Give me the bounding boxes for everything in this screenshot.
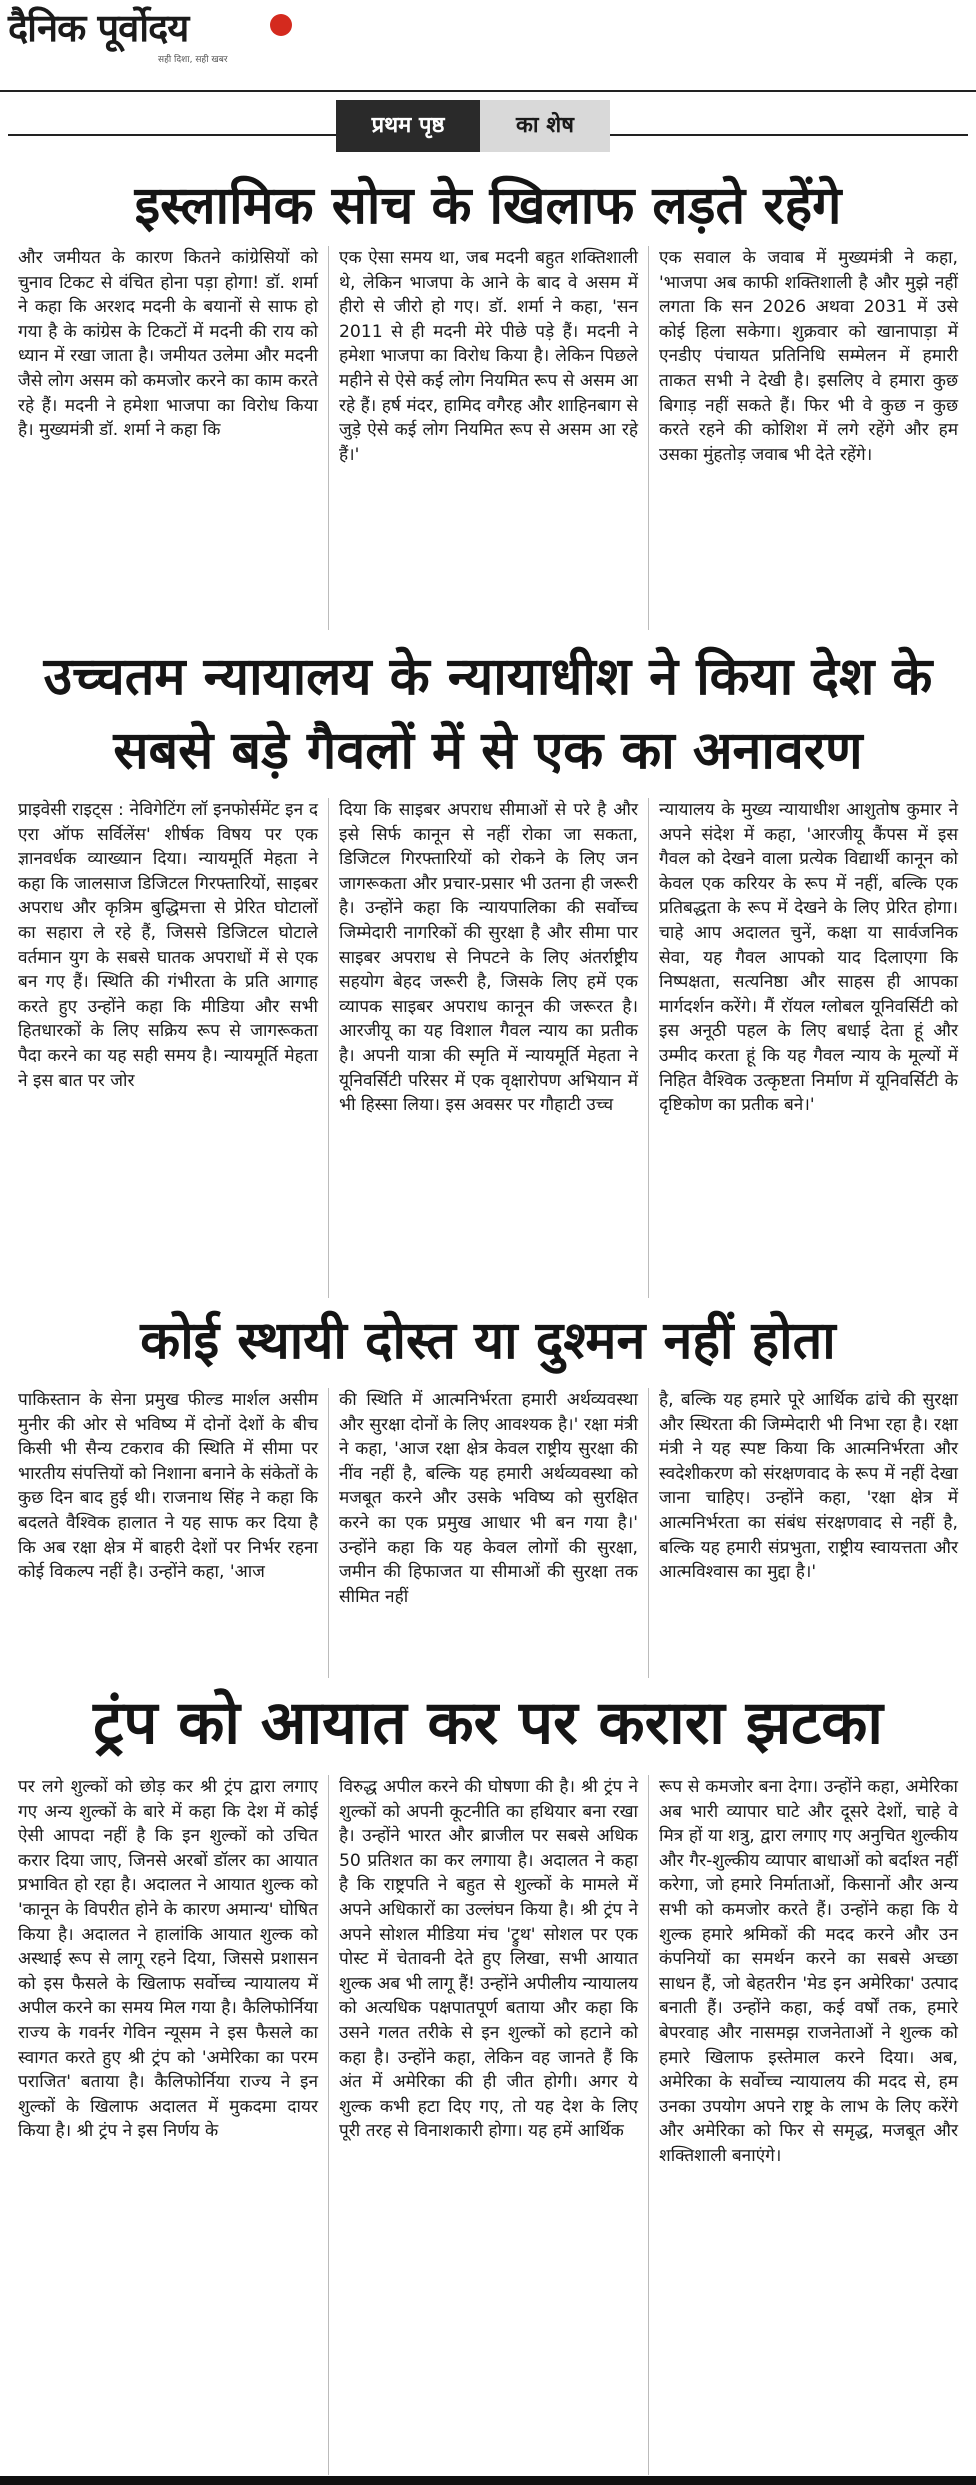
top-divider — [0, 90, 976, 92]
masthead-tagline: सही दिशा, सही खबर — [158, 55, 228, 65]
story-text: है, बल्कि यह हमारे पूरे आर्थिक ढांचे की सुरक्षा और स्थिरता की जिम्मेदारी भी निभा रहा है। रक्षा मंत्री ने यह स्पष्ट किया कि आत्मनिर्भरता और स्वदेशीकरण को संरक्षणवाद के रूप में नहीं देखा जाना चाहिए। उन्होंने कहा, 'रक्षा क्षेत्र में आत्मनिर्भरता का संबंध संरक्षणवाद से नहीं है, बल्कि यह हमारी संप्रभुता, राष्ट्रीय स्वायत्तता और आत्मविश्वास का मुद्दा है।' — [659, 1390, 958, 1583]
story-column — [8, 1775, 328, 2475]
story-text: न्यायालय के मुख्य न्यायाधीश आशुतोष कुमार ने अपने संदेश में कहा, 'आरजीयू कैंपस में इस गैवल को देखने वाला प्रत्येक विद्यार्थी कानून को केवल एक करियर के रूप में नहीं, बल्कि एक प्रतिबद्धता के रूप में देखने के लिए प्रेरित होगा। चाहे आप अदालत चुनें, कक्षा या सार्वजनिक सेवा, यह गैवल आपको याद दिलाएगा कि निष्पक्षता, सत्यनिष्ठा और साहस ही आपका मार्गदर्शन करेंगे। मैं रॉयल ग्लोबल यूनिवर्सिटी को इस अनूठी पहल के लिए बधाई देता हूं और उम्मीद करता हूं कि यह गैवल न्याय के मूल्यों में निहित वैश्विक उत्कृष्टता निर्माण में यूनिवर्सिटी के दृष्टिकोण का प्रतीक बने।' — [659, 800, 958, 1116]
story-text: रूप से कमजोर बना देगा। उन्होंने कहा, अमेरिका अब भारी व्यापार घाटे और दूसरे देशों, चाहे वे मित्र हों या शत्रु, द्वारा लगाए गए अनुचित शुल्कीय और गैर-शुल्कीय व्यापार बाधाओं को बर्दाश्त नहीं करेगा, जो हमारे निर्माताओं, किसानों और अन्य सभी को कमजोर करते हैं। उन्होंने कहा कि ये शुल्क हमारे श्रमिकों की मदद करने और उन कंपनियों का समर्थन करने का सबसे अच्छा साधन हैं, जो बेहतरीन 'मेड इन अमेरिका' उत्पाद बनाती हैं। उन्होंने कहा, कई वर्षों तक, हमारे बेपरवाह और नासमझ राजनेताओं ने शुल्क को हमारे खिलाफ इस्तेमाल करने दिया। अब, अमेरिका के सर्वोच्च न्यायालय की मदद से, हम उनका उपयोग अपने राष्ट्र के लाभ के लिए करेंगे और अमेरिका को फिर से समृद्ध, मजबूत और शक्तिशाली बनाएंगे। — [659, 1777, 958, 2166]
story-text: और जमीयत के कारण कितने कांग्रेसियों को चुनाव टिकट से वंचित होना पड़ा होगा! डॉ. शर्मा ने कहा कि अरशद मदनी के बयानों से साफ हो गया है के कांग्रेस के टिकटों में मदनी की राय को ध्यान में रखा जाता है। जमीयत उलेमा और मदनी जैसे लोग असम को कमजोर करने का काम करते रहे हैं। मदनी ने हमेशा भाजपा का विरोध किया है। मुख्यमंत्री डॉ. शर्मा ने कहा कि — [18, 248, 318, 441]
story-headline: ट्रंप को आयात कर पर करारा झटका — [93, 1688, 883, 1758]
banner-rule-right — [610, 134, 968, 136]
masthead — [8, 6, 308, 70]
story-column — [8, 246, 328, 630]
story-headline: कोई स्थायी दोस्त या दुश्मन नहीं होता — [140, 1311, 836, 1371]
story-column — [648, 1388, 968, 1678]
story-column — [328, 1388, 648, 1678]
banner-label-first-page: प्रथम पृष्ठ — [336, 100, 480, 152]
story-text: पाकिस्तान के सेना प्रमुख फील्ड मार्शल असीम मुनीर की ओर से भविष्य में दोनों देशों के बीच किसी भी सैन्य टकराव की स्थिति में सीमा पर भारतीय संपत्तियों को निशाना बनाने के संकेतों के कुछ दिन बाद हुई थी। राजनाथ सिंह ने कहा कि बदलते वैश्विक हालात ने यह साफ कर दिया है कि अब रक्षा क्षेत्र में बाहरी देशों पर निर्भर रहना कोई विकल्प नहीं है। उन्होंने कहा, 'आज — [18, 1390, 318, 1583]
story-columns — [8, 1388, 968, 1678]
story-headline: उच्चतम न्यायालय के न्यायाधीश ने किया देश के सबसे बड़े गैवलों में से एक का अनावरण — [43, 647, 933, 781]
story-text: विरुद्ध अपील करने की घोषणा की है। श्री ट्रंप ने शुल्कों को अपनी कूटनीति का हथियार बना रखा है। उन्होंने भारत और ब्राजील पर सबसे अधिक 50 प्रतिशत का कर लगाया है। अदालत ने कहा है कि राष्ट्रपति ने बहुत से शुल्कों के मामले में अपने अधिकारों का उल्लंघन किया है। श्री ट्रंप ने अपने सोशल मीडिया मंच 'ट्रुथ' सोशल पर एक पोस्ट में चेतावनी देते हुए लिखा, सभी आयात शुल्क अब भी लागू हैं! उन्होंने अपीलीय न्यायालय को अत्यधिक पक्षपातपूर्ण बताया और कहा कि उसने गलत तरीके से इन शुल्कों को हटाने को कहा है। उन्होंने कहा, लेकिन वह जानते हैं कि अंत में अमेरिका की ही जीत होगी। अगर ये शुल्क कभी हटा दिए गए, तो यह देश के लिए पूरी तरह से विनाशकारी होगा। यह हमें आर्थिक — [339, 1777, 638, 2142]
story-columns — [8, 798, 968, 1298]
section-banner — [0, 100, 976, 152]
banner-rule-left — [8, 134, 336, 136]
banner-label-continued: का शेष — [480, 100, 610, 152]
story-column — [8, 1388, 328, 1678]
story-column — [328, 1775, 648, 2475]
story-column — [328, 798, 648, 1298]
story-column — [648, 1775, 968, 2475]
story-text: दिया कि साइबर अपराध सीमाओं से परे है और इसे सिर्फ कानून से नहीं रोका जा सकता, डिजिटल गिरफ्तारियों को रोकने के लिए जन जागरूकता और प्रचार-प्रसार भी उतना ही जरूरी है। उन्होंने कहा कि न्यायपालिका की सर्वोच्च जिम्मेदारी नागरिकों की सुरक्षा है और सीमा पार साइबर अपराध से निपटने के लिए अंतर्राष्ट्रीय सहयोग बेहद जरूरी है, जिसके लिए हमें एक व्यापक साइबर अपराध कानून की जरूरत है। आरजीयू का यह विशाल गैवल न्याय का प्रतीक है। अपनी यात्रा की स्मृति में न्यायमूर्ति मेहता ने यूनिवर्सिटी परिसर में एक वृक्षारोपण अभियान में भी हिस्सा लिया। इस अवसर पर गौहाटी उच्च — [339, 800, 638, 1116]
story-text: की स्थिति में आत्मनिर्भरता हमारी अर्थव्यवस्था और सुरक्षा दोनों के लिए आवश्यक है।' रक्षा मंत्री ने कहा, 'आज रक्षा क्षेत्र केवल राष्ट्रीय सुरक्षा की नींव नहीं है, बल्कि यह हमारी अर्थव्यवस्था को मजबूत करने और उसके भविष्य को सुरक्षित करने का एक प्रमुख आधार भी बन गया है।' उन्होंने कहा कि यह केवल लोगों की सुरक्षा, जमीन की हिफाजत या सीमाओं की सुरक्षा तक सीमित नहीं — [339, 1390, 638, 1607]
story-text: प्राइवेसी राइट्स : नेविगेटिंग लॉ इनफोर्समेंट इन द एरा ऑफ सर्विलेंस' शीर्षक विषय पर एक ज्ञानवर्धक व्याख्यान दिया। न्यायमूर्ति मेहता ने कहा कि जालसाज डिजिटल गिरफ्तारियों, साइबर अपराध और कृत्रिम बुद्धिमत्ता से प्रेरित घोटालों का सहारा ले रहे हैं, जिससे डिजिटल घोटाले वर्तमान युग के सबसे घातक अपराधों में से एक बन गए हैं। स्थिति की गंभीरता के प्रति आगाह करते हुए उन्होंने कहा कि मीडिया और सभी हितधारकों के लिए सक्रिय रूप से जागरूकता पैदा करने का यह सही समय है। न्यायमूर्ति मेहता ने इस बात पर जोर — [18, 800, 318, 1091]
story-column — [648, 798, 968, 1298]
logo-sun-icon — [270, 14, 292, 36]
story-text: एक सवाल के जवाब में मुख्यमंत्री ने कहा, 'भाजपा अब काफी शक्तिशाली है और मुझे नहीं लगता कि सन 2026 अथवा 2031 में उसे कोई हिला सकेगा। शुक्रवार को खानापाड़ा में एनडीए पंचायत प्रतिनिधि सम्मेलन में हमारी ताकत सभी ने देखी है। इसलिए वे हमारा कुछ बिगाड़ नहीं सकते हैं। फिर भी वे कुछ न कुछ करते रहने की कोशिश में लगे रहेंगे और हम उसका मुंहतोड़ जवाब भी देते रहेंगे। — [659, 248, 958, 465]
story-column — [328, 246, 648, 630]
story-column — [8, 798, 328, 1298]
newspaper-logo: दैनिक पूर्वोदय — [8, 6, 189, 50]
story-text: एक ऐसा समय था, जब मदनी बहुत शक्तिशाली थे, लेकिन भाजपा के आने के बाद वे असम में हीरो से जीरो हो गए। डॉ. शर्मा ने कहा, 'सन 2011 से ही मदनी मेरे पीछे पड़े हैं। मदनी ने हमेशा भाजपा का विरोध किया है। लेकिन पिछले महीने से ऐसे कई लोग नियमित रूप से असम आ रहे हैं। हर्ष मंदर, हामिद वगैरह और शाहिनबाग से जुड़े ऐसे कई लोग नियमित रूप से असम आ रहे हैं।' — [339, 248, 638, 465]
story-text: पर लगे शुल्कों को छोड़ कर श्री ट्रंप द्वारा लगाए गए अन्य शुल्कों के बारे में कहा कि देश में कोई ऐसी आपदा नहीं है कि इन शुल्कों को उचित करार दिया जाए, जिनसे अरबों डॉलर का आयात प्रभावित हो रहा है। अदालत ने आयात शुल्क को 'कानून के विपरीत होने के कारण अमान्य' घोषित किया है। अदालत ने हालांकि आयात शुल्क को अस्थाई रूप से लागू रहने दिया, जिससे प्रशासन को इस फैसले के खिलाफ सर्वोच्च न्यायालय में अपील करने का समय मिल गया है। कैलिफोर्निया राज्य के गवर्नर गेविन न्यूसम ने इस फैसले का स्वागत करते हुए श्री ट्रंप को 'अमेरिका का परम पराजित' बताया है। कैलिफोर्निया राज्य ने इन शुल्कों के खिलाफ अदालत में मुकदमा दायर किया है। श्री ट्रंप ने इस निर्णय के — [18, 1777, 318, 2142]
story-columns — [8, 1775, 968, 2475]
bottom-bar — [0, 2476, 976, 2485]
story-columns — [8, 246, 968, 630]
story-headline: इस्लामिक सोच के खिलाफ लड़ते रहेंगे — [134, 176, 842, 236]
story-column — [648, 246, 968, 630]
